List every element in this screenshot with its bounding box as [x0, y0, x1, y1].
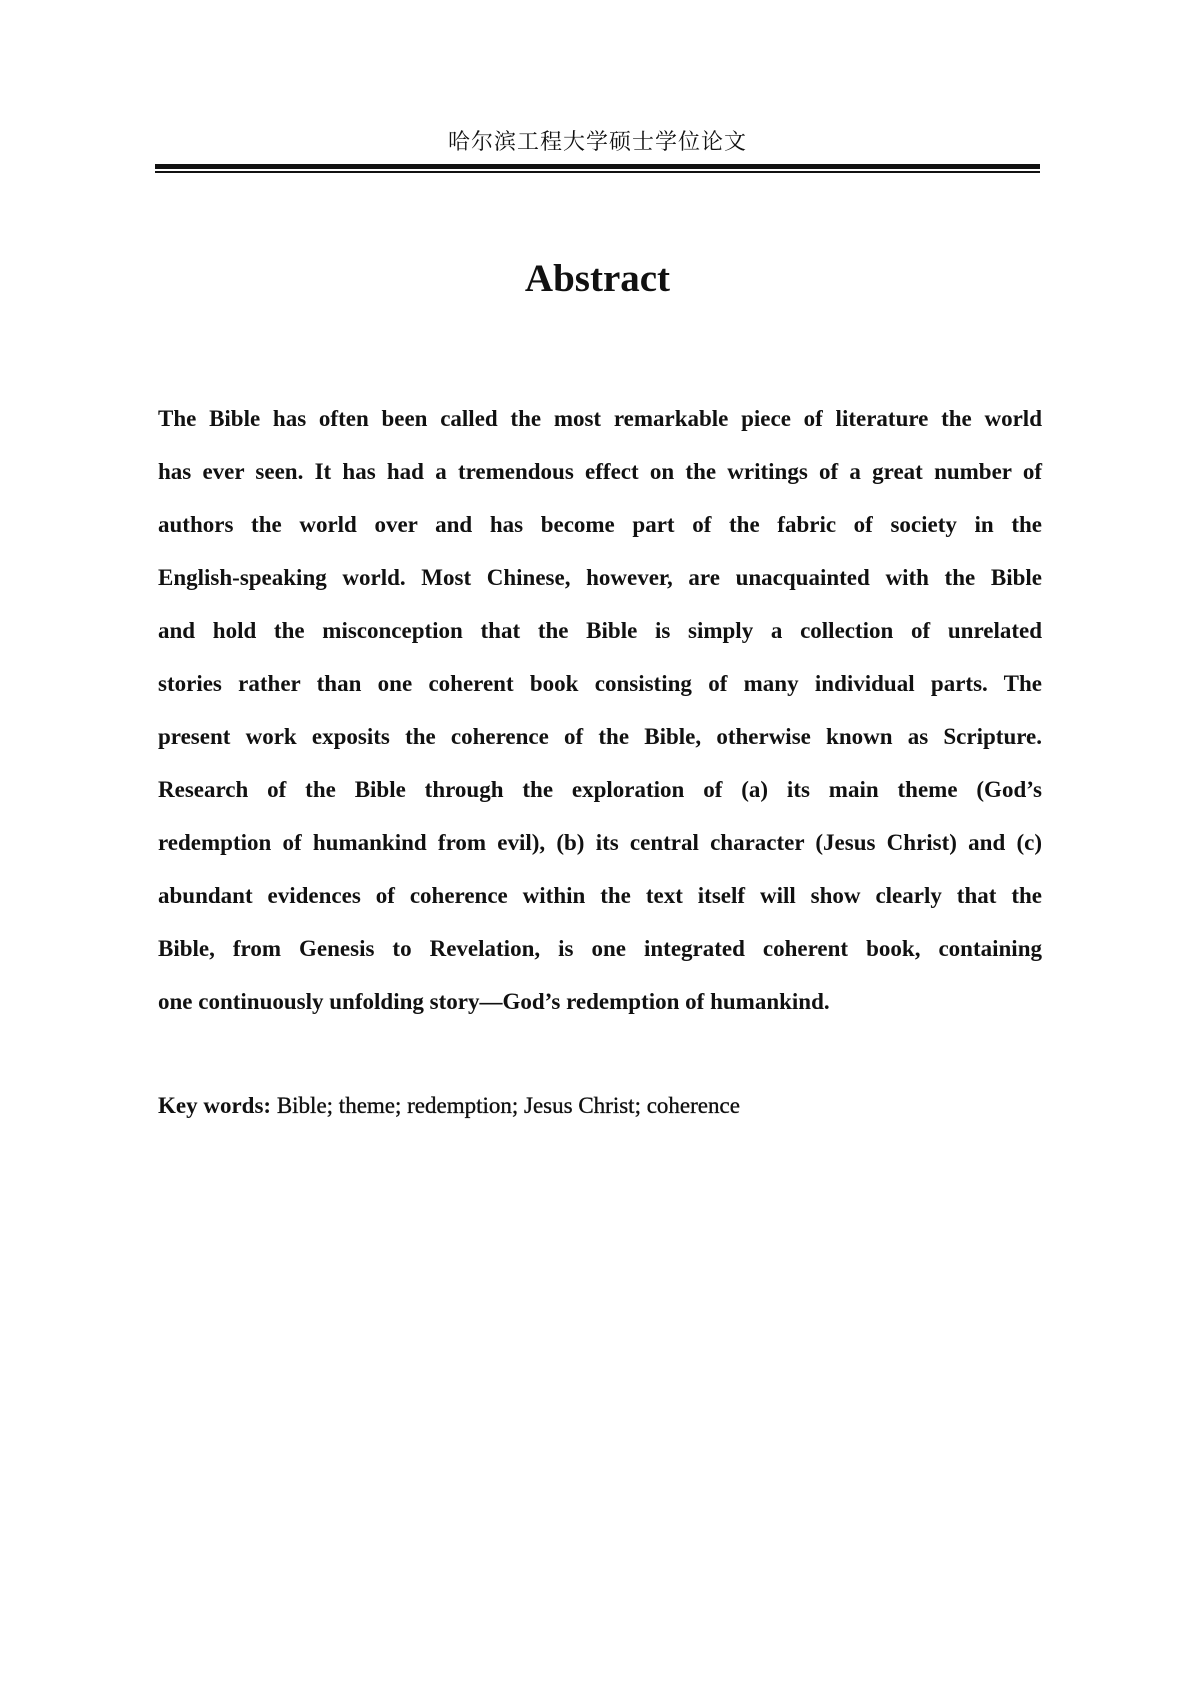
abstract-line: present work exposits the coherence of the Bible, otherwise known as Scripture. [158, 724, 1042, 749]
header-rule-thin [155, 171, 1040, 173]
abstract-line: The Bible has often been called the most remarkable piece of literature the world [158, 406, 1042, 431]
keywords-values: Bible; theme; redemption; Jesus Christ; coherence [271, 1093, 740, 1118]
abstract-line: one continuously unfolding story—God’s redemption of humankind. [158, 989, 830, 1014]
abstract-body [158, 392, 1042, 1028]
abstract-line: abundant evidences of coherence within the text itself will show clearly that the [158, 883, 1042, 908]
abstract-line: and hold the misconception that the Bible is simply a collection of unrelated [158, 618, 1042, 643]
abstract-line: has ever seen. It has had a tremendous effect on the writings of a great number of [158, 459, 1042, 484]
keywords-label: Key words: [158, 1093, 272, 1118]
abstract-line: redemption of humankind from evil), (b) its central character (Jesus Christ) and (c) [158, 830, 1042, 855]
abstract-line: authors the world over and has become part of the fabric of society in the [158, 512, 1042, 537]
abstract-line: stories rather than one coherent book consisting of many individual parts. The [158, 671, 1042, 696]
running-header: 哈尔滨工程大学硕士学位论文 [447, 130, 747, 155]
abstract-line: English-speaking world. Most Chinese, however, are unacquainted with the Bible [158, 565, 1042, 590]
page-title: Abstract [524, 257, 671, 300]
header-rule-thick [155, 164, 1040, 169]
abstract-line: Research of the Bible through the exploration of (a) its main theme (God’s [158, 777, 1042, 802]
keywords [158, 1090, 740, 1122]
abstract-line: Bible, from Genesis to Revelation, is one integrated coherent book, containing [158, 936, 1042, 961]
